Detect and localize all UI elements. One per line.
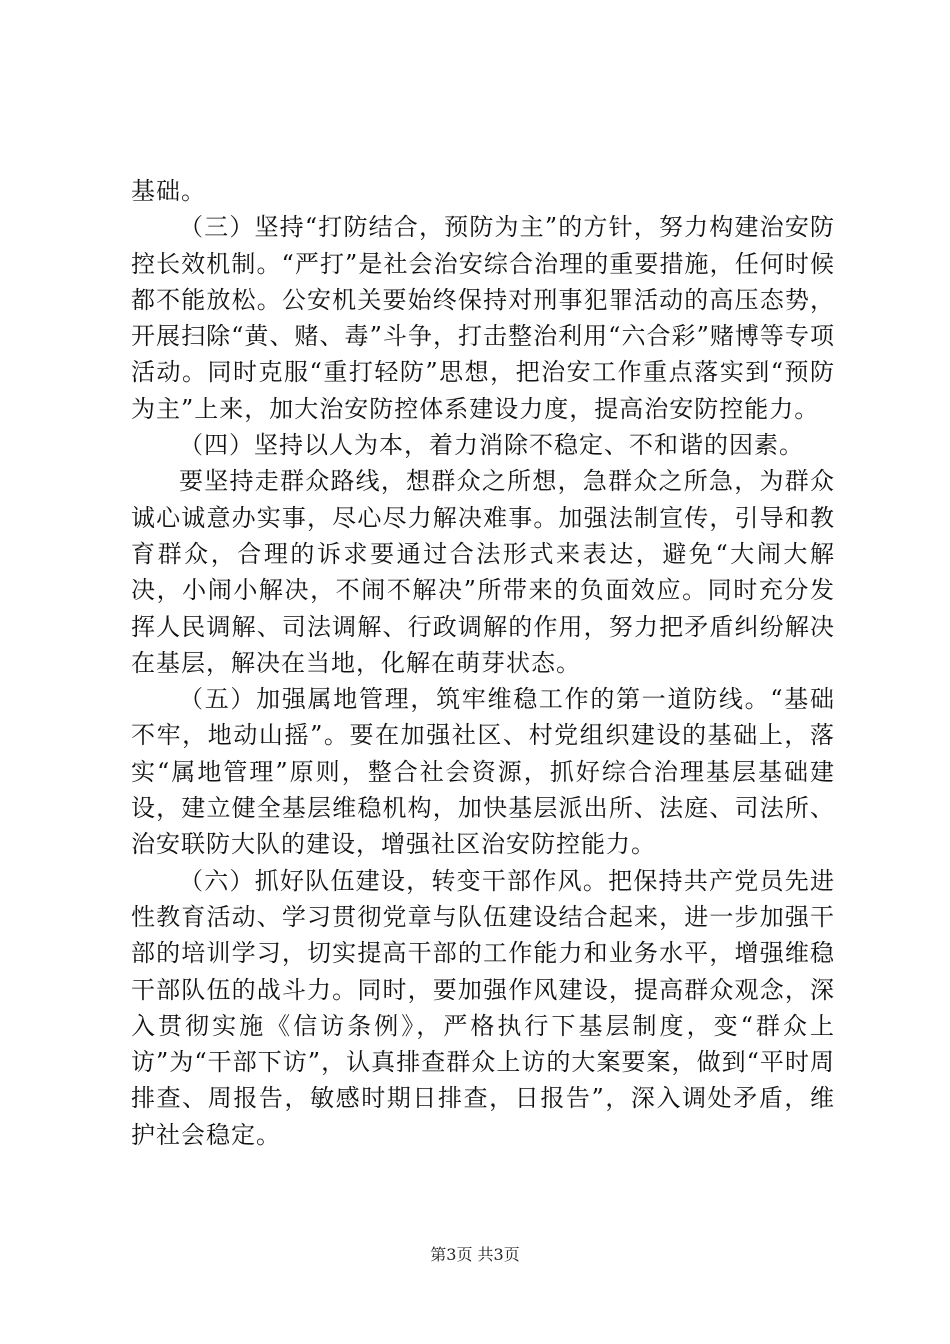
paragraph-section-3: （三）坚持“打防结合，预防为主”的方针，努力构建治安防控长效机制。“严打”是社会治安综合治理的重要措施，任何时候都不能放松。公安机关要始终保持对刑事犯罪活动的高压态势，开展扫除“黄、赌、毒”斗争，打击整治利用“六合彩”赌博等专项活动。同时克服“重打轻防”思想，把治安工作重点落实到“预防为主”上来，加大治安防控体系建设力度，提高治安防控能力。 [131,213,835,423]
document-body [131,173,835,1153]
paragraph-section-4-body: 要坚持走群众路线，想群众之所想，急群众之所急，为群众诚心诚意办实事，尽心尽力解决难事。加强法制宣传，引导和教育群众，合理的诉求要通过合法形式来表达，避免“大闹大解决，小闹小解决，不闹不解决”所带来的负面效应。同时充分发挥人民调解、司法调解、行政调解的作用，努力把矛盾纠纷解决在基层，解决在当地，化解在萌芽状态。 [131,467,835,677]
paragraph-continuation: 基础。 [131,177,206,205]
page-number-footer: 第3页 共3页 [430,1245,520,1264]
paragraph-section-4-heading: （四）坚持以人为本，着力消除不稳定、不和谐的因素。 [179,431,804,460]
paragraph-section-6: （六）抓好队伍建设，转变干部作风。把保持共产党员先进性教育活动、学习贯彻党章与队伍建设结合起来，进一步加强干部的培训学习，切实提高干部的工作能力和业务水平，增强维稳干部队伍的战斗力。同时，要加强作风建设，提高群众观念，深入贯彻实施《信访条例》，严格执行下基层制度，变“群众上访”为“干部下访”，认真排查群众上访的大案要案，做到“平时周排查、周报告，敏感时期日排查，日报告”，深入调处矛盾，维护社会稳定。 [131,866,835,1149]
paragraph-section-5: （五）加强属地管理，筑牢维稳工作的第一道防线。“基础不牢，地动山摇”。要在加强社区、村党组织建设的基础上，落实“属地管理”原则，整合社会资源，抓好综合治理基层基础建设，建立健全基层维稳机构，加快基层派出所、法庭、司法所、治安联防大队的建设，增强社区治安防控能力。 [131,685,835,859]
